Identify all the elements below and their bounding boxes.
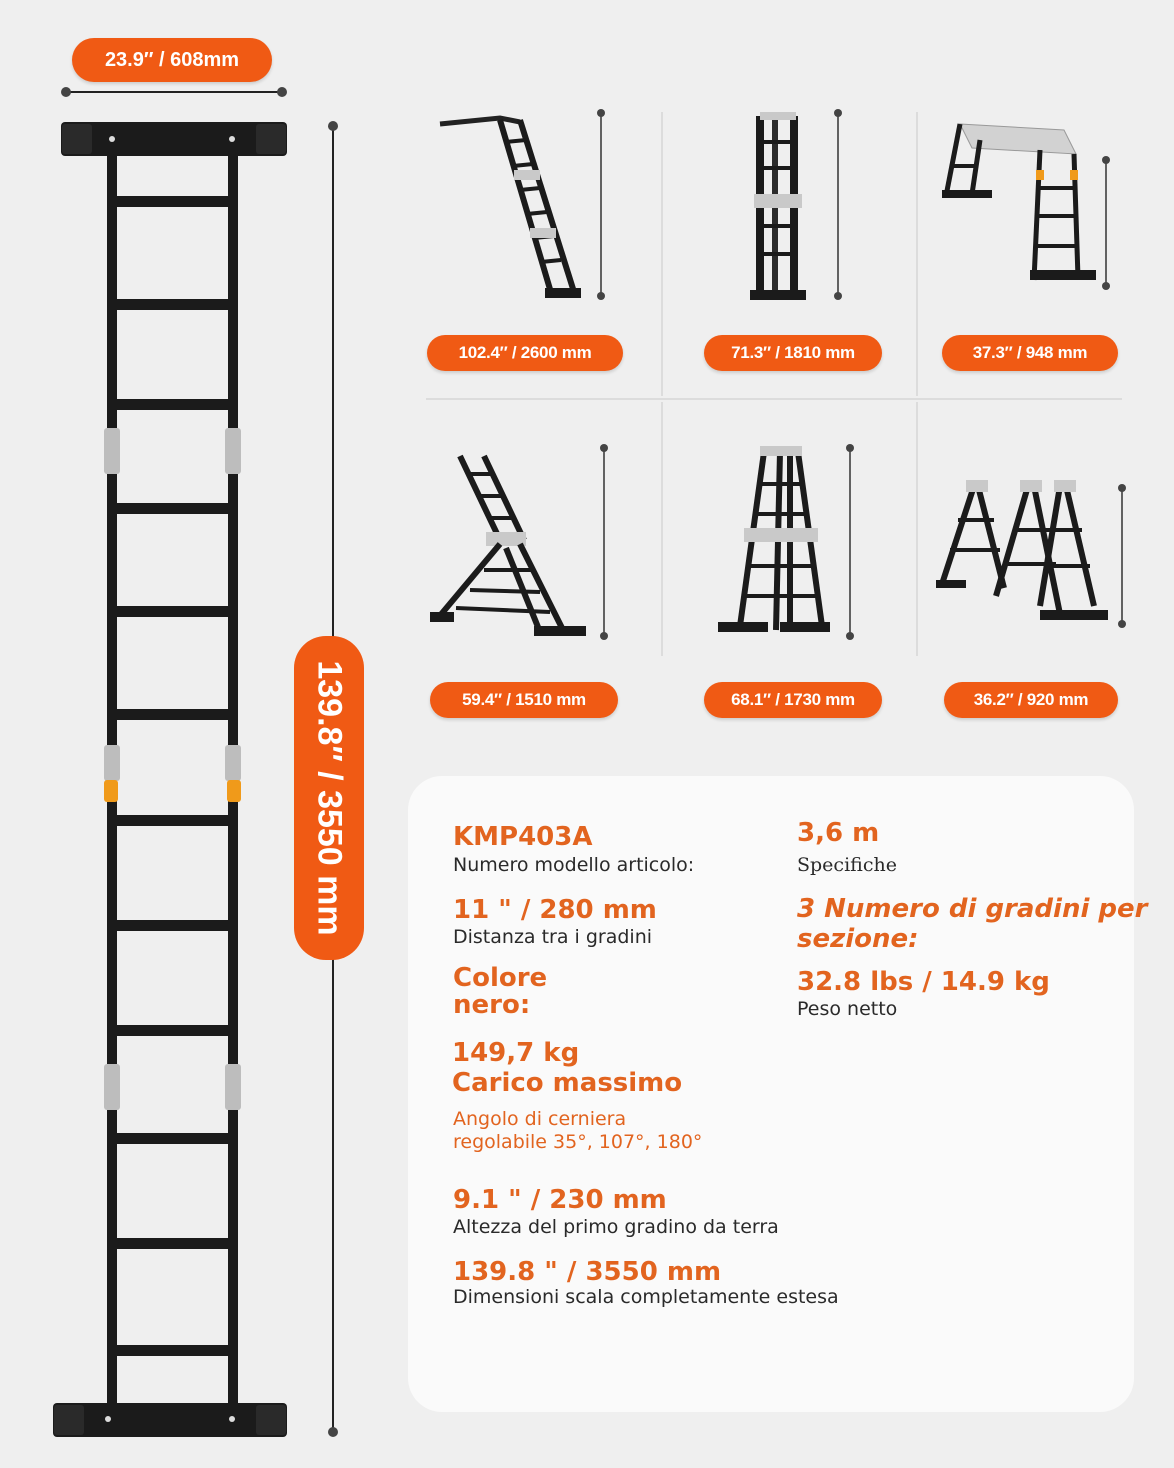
model-label: Numero modello articolo: xyxy=(453,854,695,876)
weight-value: 32.8 lbs / 14.9 kg xyxy=(797,967,1050,997)
first-step-label: Altezza del primo gradino da terra xyxy=(453,1216,779,1238)
height-dimension-text: 139.8″ / 3550 mm xyxy=(310,660,349,936)
rung-distance-label: Distanza tra i gradini xyxy=(453,926,653,948)
hinge-line2: regolabile 35°, 107°, 180° xyxy=(453,1131,703,1153)
hinge-line1: Angolo di cerniera xyxy=(453,1108,627,1130)
config-label-5-text: 68.1″ / 1730 mm xyxy=(731,690,855,709)
config-illustration-5 xyxy=(718,444,854,640)
config-label-2 xyxy=(704,335,882,371)
extended-label: Dimensioni scala completamente estesa xyxy=(453,1286,839,1308)
spec-value: 3,6 m xyxy=(797,818,880,848)
model-value: KMP403A xyxy=(453,822,593,852)
color-line1: Colore xyxy=(453,963,548,993)
config-label-1-text: 102.4″ / 2600 mm xyxy=(458,343,592,362)
first-step-value: 9.1 " / 230 mm xyxy=(453,1185,667,1215)
config-label-6-text: 36.2″ / 920 mm xyxy=(973,690,1089,709)
config-label-4-text: 59.4″ / 1510 mm xyxy=(462,690,586,709)
config-label-1 xyxy=(427,335,623,371)
spec-label: Specifiche xyxy=(797,854,897,876)
config-label-6 xyxy=(944,682,1118,718)
steps-value-line1: 3 Numero di gradini per xyxy=(797,894,1148,924)
width-dimension-text: 23.9″ / 608mm xyxy=(104,48,240,71)
rung-distance-value: 11 " / 280 mm xyxy=(453,895,657,925)
config-illustration-3 xyxy=(942,124,1110,290)
max-load-label: Carico massimo xyxy=(452,1068,683,1098)
config-label-5 xyxy=(704,682,882,718)
config-label-4 xyxy=(430,682,618,718)
steps-value-line2: sezione: xyxy=(797,924,919,954)
color-line2: nero: xyxy=(453,990,531,1020)
config-label-3-text: 37.3″ / 948 mm xyxy=(972,343,1088,362)
config-illustration-2 xyxy=(750,109,842,300)
config-label-3 xyxy=(942,335,1118,371)
max-load-value: 149,7 kg xyxy=(452,1038,580,1068)
weight-label: Peso netto xyxy=(797,998,898,1020)
extended-value: 139.8 " / 3550 mm xyxy=(453,1257,722,1287)
config-illustration-6 xyxy=(936,480,1126,628)
config-illustration-4 xyxy=(430,444,608,640)
config-label-2-text: 71.3″ / 1810 mm xyxy=(731,343,855,362)
config-illustration-1 xyxy=(440,109,605,300)
